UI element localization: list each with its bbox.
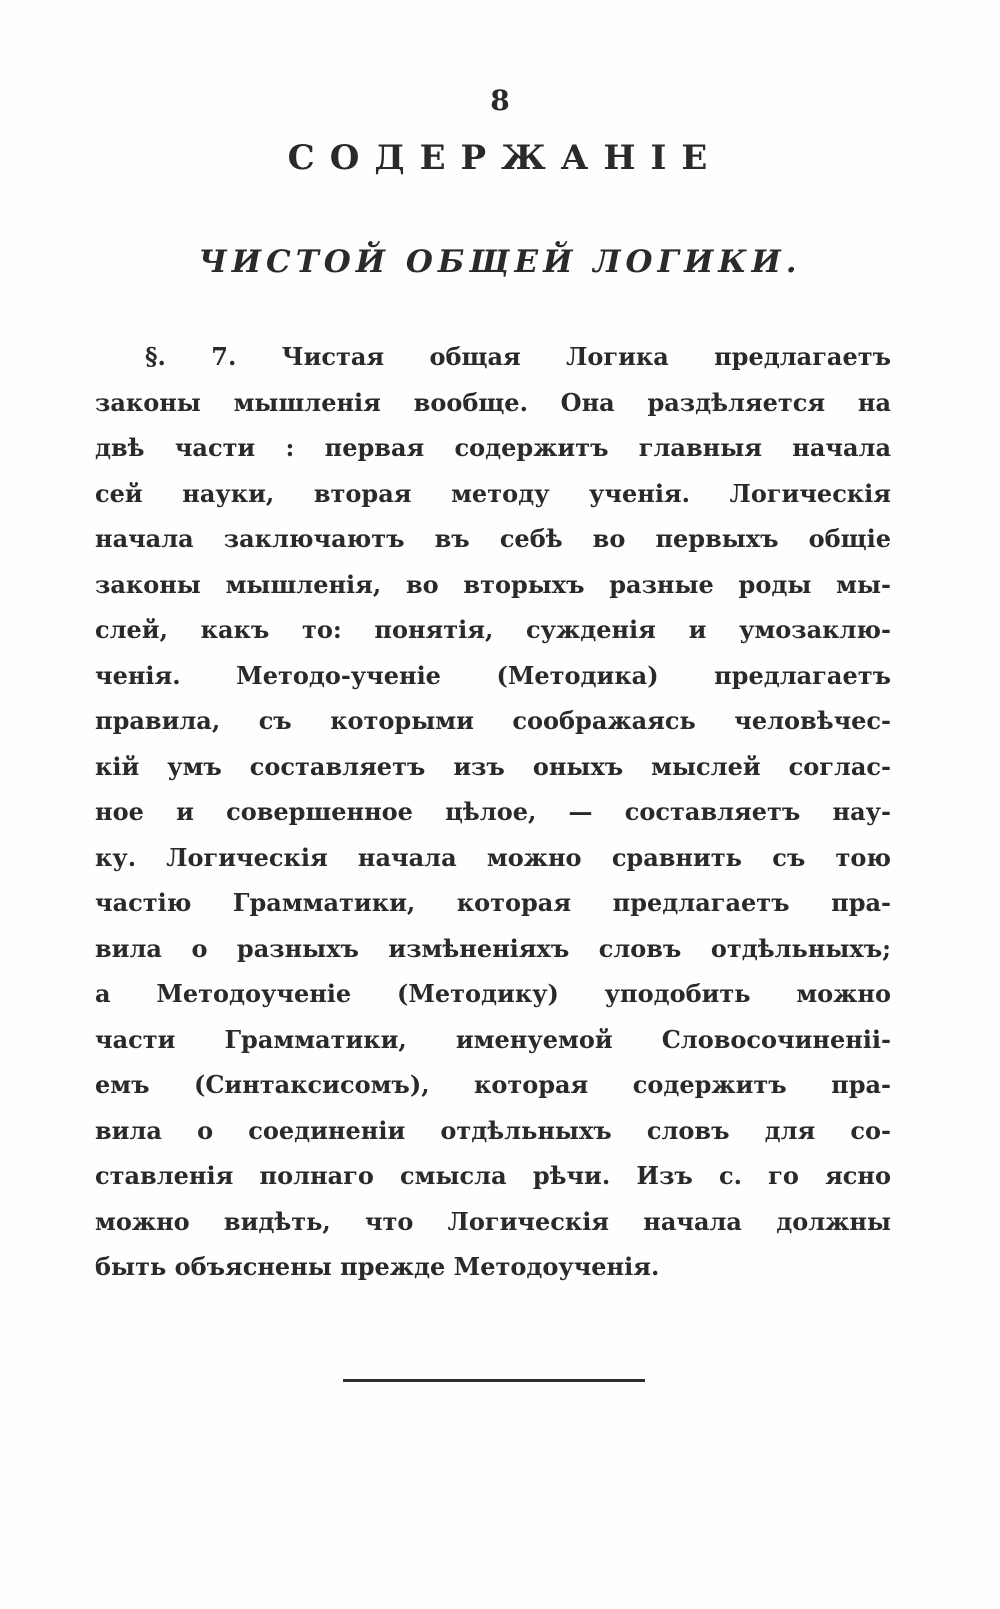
- text-line: сей науки, вторая методу ученія. Логическія: [95, 478, 891, 508]
- text-line: а Методоученіе (Методику) уподобить можно: [95, 979, 891, 1008]
- text-line: кій умъ составляетъ изъ оныхъ мыслей соглас-: [95, 751, 891, 781]
- text-line: законы мышленія, во вторыхъ разные роды мы-: [95, 569, 891, 599]
- page-subtitle: ЧИСТОЙ ОБЩЕЙ ЛОГИКИ.: [198, 244, 802, 280]
- text-line: ное и совершенное цѣлое, — составляетъ нау-: [95, 797, 891, 826]
- body-paragraph: [95, 334, 891, 1290]
- text-line: вила о соединеніи отдѣльныхъ словъ для со-: [95, 1115, 891, 1145]
- text-line: частію Грамматики, которая предлагаетъ пра-: [95, 888, 891, 917]
- text-line: законы мышленія вообще. Она раздѣляется на: [95, 387, 891, 417]
- text-line: двѣ части : первая содержитъ главныя начала: [95, 433, 891, 462]
- text-line: §. 7. Чистая общая Логика предлагаетъ: [145, 342, 891, 371]
- text-line: ченія. Методо-ученіе (Методика) предлагаетъ: [95, 660, 891, 690]
- text-line: ку. Логическія начала можно сравнить съ тою: [95, 842, 891, 872]
- text-line: быть объяснены прежде Методоученія.: [95, 1252, 660, 1281]
- text-line: вила о разныхъ измѣненіяхъ словъ отдѣльныхъ;: [95, 933, 891, 963]
- text-line: части Грамматики, именуемой Словосочиненіі-: [95, 1024, 891, 1054]
- text-line: можно видѣть, что Логическія начала должны: [95, 1206, 891, 1236]
- page-number: 8: [490, 84, 510, 117]
- text-line: ставленія полнаго смысла рѣчи. Изъ с. го ясно: [95, 1161, 891, 1190]
- text-line: начала заключаютъ въ себѣ во первыхъ общіе: [95, 524, 891, 553]
- text-line: емъ (Синтаксисомъ), которая содержитъ пра-: [95, 1070, 891, 1099]
- page-title: СОДЕРЖАНІЕ: [287, 138, 723, 178]
- text-line: слей, какъ то: понятія, сужденія и умозаклю-: [95, 615, 891, 644]
- section-divider: [343, 1379, 645, 1382]
- text-line: правила, съ которыми соображаясь человѣчес-: [95, 706, 891, 735]
